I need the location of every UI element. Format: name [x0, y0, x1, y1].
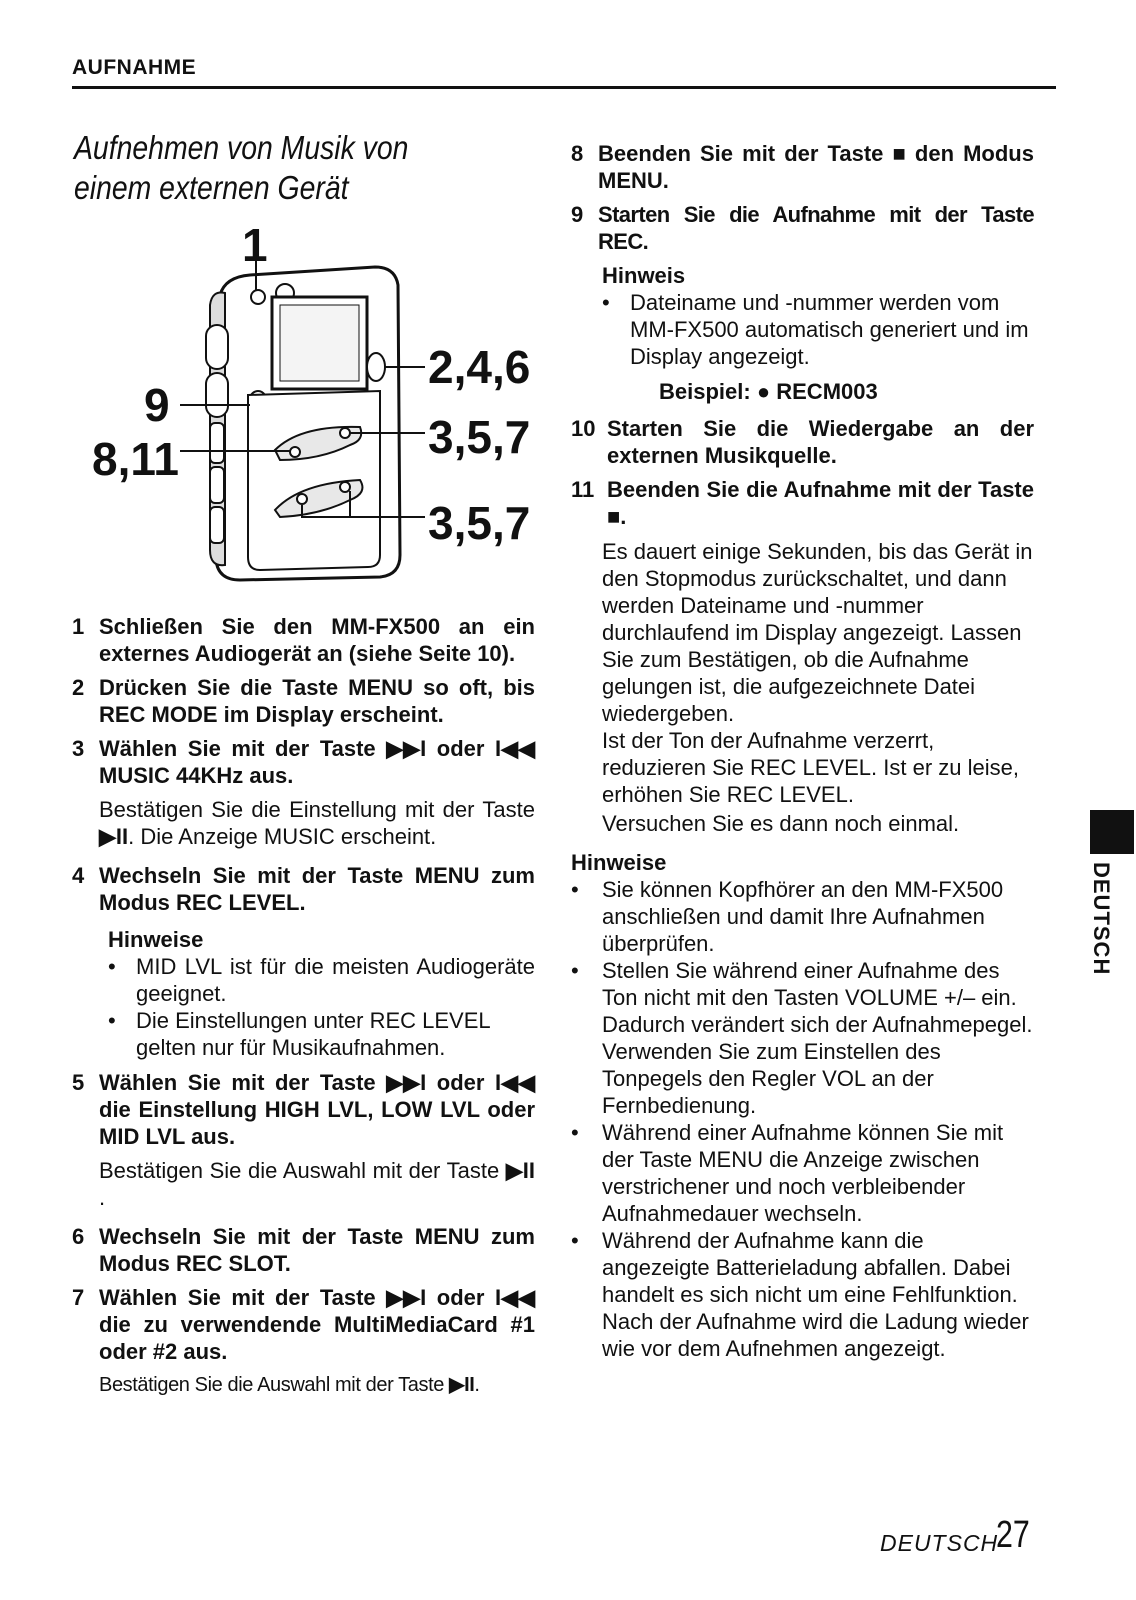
step-3-detail: Bestätigen Sie die Einstellung mit der Taste ▶II. Die Anzeige MUSIC erscheint. [99, 797, 535, 849]
step-8 [571, 140, 1034, 194]
step-text: Starten Sie die Aufnahme mit der Taste REC. [598, 202, 1034, 254]
previous-track-icon: I◀◀ [495, 1070, 535, 1095]
notes-heading: Hinweise [571, 850, 667, 875]
step-10 [571, 415, 1034, 469]
step-number: 9 [571, 202, 584, 227]
next-track-icon: ▶▶I [386, 736, 427, 761]
notes-list [108, 953, 535, 1061]
example-label: Beispiel: [659, 379, 751, 404]
list-item: • Die Einstellungen unter REC LEVEL gelten nur für Musikaufnahmen. [108, 1007, 535, 1061]
list-item: • Dateiname und -nummer werden vom MM-FX500 automatisch generiert und im Display angezeigt. [602, 289, 1034, 370]
step-text: Schließen Sie den MM-FX500 an ein externes Audiogerät an (siehe Seite 10). [99, 614, 535, 666]
play-pause-icon: ▶II [99, 824, 129, 849]
left-column [72, 613, 535, 1411]
detail-paragraph: Ist der Ton der Aufnahme verzerrt, reduzieren Sie REC LEVEL. Ist er zu leise, erhöhen Sie REC LEVEL. [602, 728, 1019, 807]
step-11 [571, 476, 1034, 530]
step-text: Wählen Sie mit der Taste ▶▶I oder I◀◀ MUSIC 44KHz aus. [99, 736, 535, 788]
notes-heading: Hinweise [108, 927, 204, 952]
step-number: 5 [72, 1070, 85, 1095]
callout-8-11: 8,11 [92, 433, 179, 485]
step-number: 2 [72, 675, 85, 700]
step-2 [72, 674, 535, 728]
step-number: 4 [72, 863, 85, 888]
side-tab-marker [1090, 810, 1134, 854]
step-3 [72, 735, 535, 789]
step-5-detail: Bestätigen Sie die Auswahl mit der Taste ▶II. [99, 1158, 535, 1210]
callout-1: 1 [242, 219, 268, 271]
list-item: • Während einer Aufnahme können Sie mit der Taste MENU die Anzeige zwischen verstrichener und noch verbleibender Aufnahmedauer wechseln. [571, 1119, 1034, 1227]
callout-3-5-7-lower: 3,5,7 [428, 497, 531, 549]
step-number: 1 [72, 614, 85, 639]
next-track-icon: ▶▶I [386, 1285, 427, 1310]
list-item: • MID LVL ist für die meisten Audiogeräte geeignet. [108, 953, 535, 1007]
stop-icon: ■ [892, 141, 906, 166]
play-pause-icon: ▶II [505, 1158, 535, 1183]
step-6 [72, 1223, 535, 1277]
step-text: Beenden Sie die Aufnahme mit der Taste ■. [607, 477, 1034, 529]
step-7-detail: Bestätigen Sie die Auswahl mit der Taste ▶II. [99, 1372, 535, 1399]
callout-2-4-6: 2,4,6 [428, 341, 531, 393]
detail-paragraph: Es dauert einige Sekunden, bis das Gerät in den Stopmodus zurückschaltet, und dann werden Dateiname und -nummer durchlaufend im Display angezeigt. Lassen Sie zum Bestätigen, ob die Aufnahme gelungen ist, die aufgezeichnete Datei wiedergeben. [602, 539, 1033, 726]
right-column [571, 140, 1034, 1370]
step-1 [72, 613, 535, 667]
record-dot-icon: ● [756, 379, 771, 404]
step-number: 7 [72, 1285, 85, 1310]
step-text: Wechseln Sie mit der Taste MENU zum Modus REC LEVEL. [99, 863, 535, 915]
step-text: Starten Sie die Wiedergabe an der externen Musikquelle. [607, 416, 1034, 468]
example-value: RECM003 [776, 379, 878, 404]
notes-list [602, 289, 1034, 370]
step-text: Wählen Sie mit der Taste ▶▶I oder I◀◀ die Einstellung HIGH LVL, LOW LVL oder MID LVL aus. [99, 1070, 535, 1149]
step-text: Wechseln Sie mit der Taste MENU zum Modus REC SLOT. [99, 1224, 535, 1276]
notes-list [571, 876, 1034, 1362]
device-illustration [180, 255, 440, 590]
step-text: Beenden Sie mit der Taste ■ den Modus MENU. [598, 141, 1034, 193]
notes-heading: Hinweis [602, 263, 686, 288]
next-track-icon: ▶▶I [386, 1070, 427, 1095]
detail-paragraph: Versuchen Sie es dann noch einmal. [602, 811, 960, 836]
step-number: 10 [571, 416, 596, 441]
callout-3-5-7-upper: 3,5,7 [428, 411, 531, 463]
previous-track-icon: I◀◀ [495, 736, 535, 761]
step-11-detail [602, 538, 1034, 837]
example-line [659, 378, 1034, 405]
footer-language: DEUTSCH [880, 1530, 999, 1556]
callout-9: 9 [144, 379, 170, 431]
stop-icon: ■ [607, 504, 621, 529]
step-number: 3 [72, 736, 85, 761]
play-pause-icon: ▶II [449, 1374, 475, 1396]
header-rule [72, 86, 1056, 89]
step-9 [571, 201, 1034, 255]
section-label: AUFNAHME [72, 56, 197, 79]
step-5 [72, 1069, 535, 1150]
step-text: Drücken Sie die Taste MENU so oft, bis REC MODE im Display erscheint. [99, 675, 535, 727]
page-title: Aufnehmen von Musik von einem externen Gerät [74, 129, 409, 206]
step-number: 6 [72, 1224, 85, 1249]
step-number: 8 [571, 141, 584, 166]
list-item: • Stellen Sie während einer Aufnahme des Ton nicht mit den Tasten VOLUME +/– ein. Dadurch verändert sich der Aufnahmepegel. Verwenden Sie zum Einstellen des Tonpegels den Regler VOL an der Fernbedienung. [571, 957, 1034, 1119]
step-7 [72, 1284, 535, 1365]
list-item: • Während der Aufnahme kann die angezeigte Batterieladung abfallen. Dabei handelt es sich nicht um eine Fehlfunktion. Nach der Aufnahme wird die Ladung wieder wie vor dem Aufnehmen angezeigt. [571, 1227, 1034, 1362]
previous-track-icon: I◀◀ [495, 1285, 535, 1310]
step-text: Wählen Sie mit der Taste ▶▶I oder I◀◀ die zu verwendende MultiMediaCard #1 oder #2 aus. [99, 1285, 535, 1364]
page-number: 27 [996, 1514, 1030, 1556]
step-number: 11 [571, 477, 595, 502]
list-item: • Sie können Kopfhörer an den MM-FX500 anschließen und damit Ihre Aufnahmen überprüfen. [571, 876, 1034, 957]
side-tab-label: DEUTSCH [1089, 862, 1114, 976]
step-4 [72, 862, 535, 916]
